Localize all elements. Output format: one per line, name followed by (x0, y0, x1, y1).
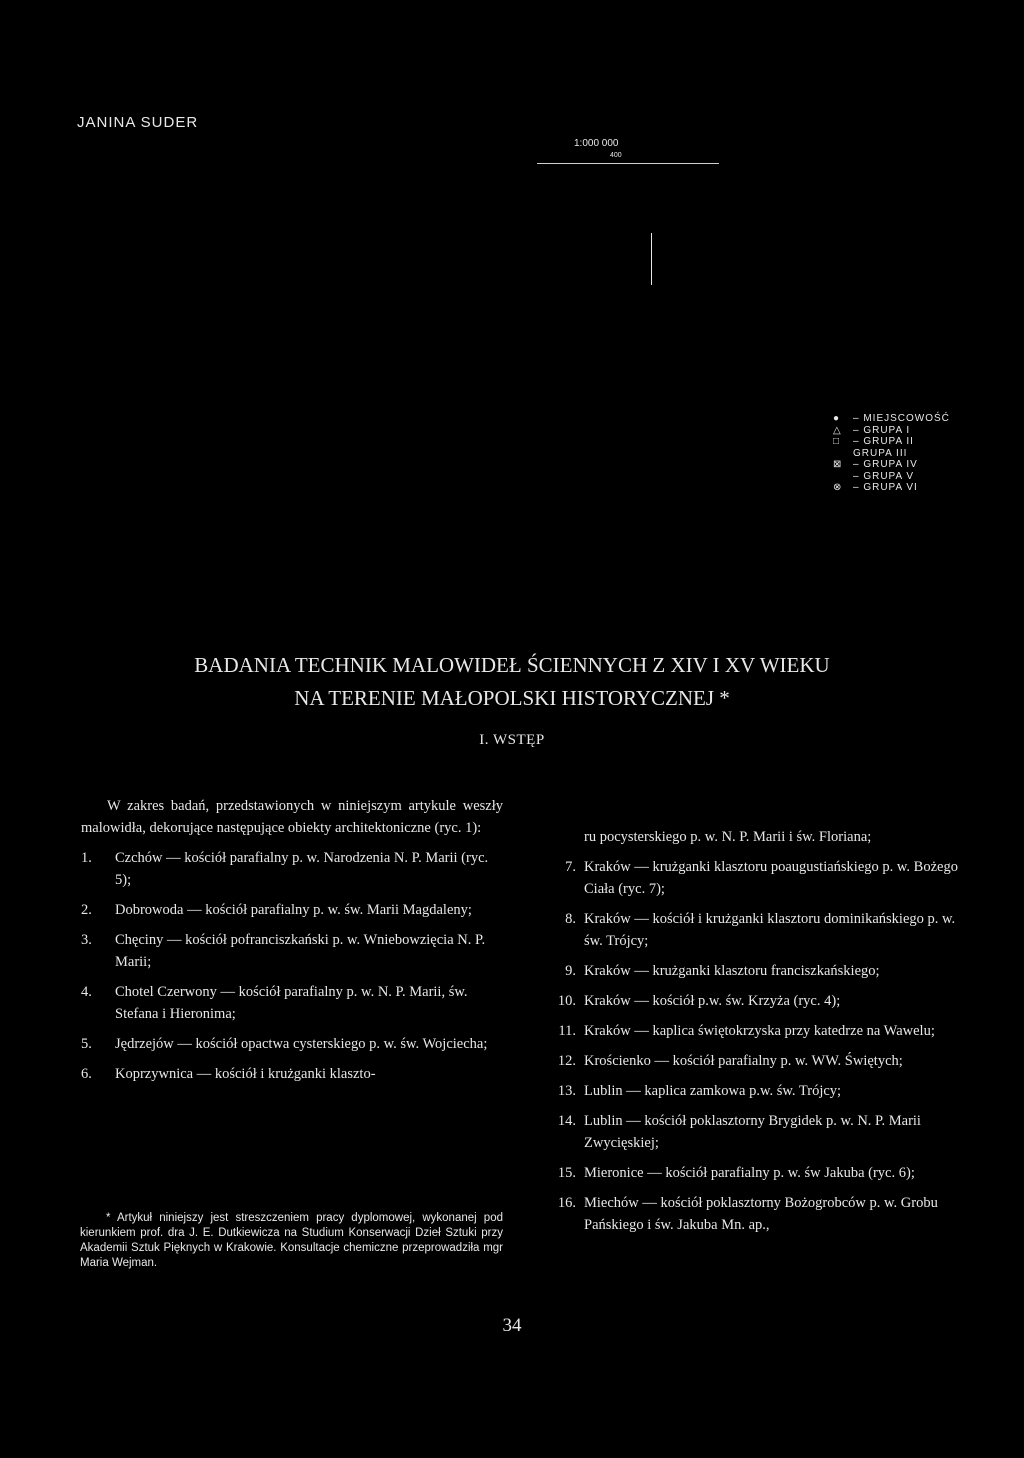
item-number: 2. (81, 902, 92, 918)
list-item (81, 1063, 503, 1085)
list-item (546, 908, 974, 952)
item-text: Jędrzejów — kościół opactwa cysterskiego p. w. św. Wojciecha; (115, 1036, 488, 1052)
list-item (81, 929, 503, 973)
list-item (546, 1050, 974, 1072)
list-item (546, 960, 974, 982)
item-number: 16. (557, 1195, 576, 1211)
item-number: 8. (565, 911, 576, 927)
item-text: Kraków — kaplica świętokrzyska przy katedrze na Wawelu; (584, 1023, 935, 1039)
item-text: Chotel Czerwony — kościół parafialny p. w. N. P. Marii, św. Stefana i Hieronima; (115, 984, 468, 1022)
legend-symbol-icon: △ (833, 424, 842, 436)
item-text: Mieronice — kościół parafialny p. w. św Jakuba (ryc. 6); (584, 1165, 915, 1181)
left-column (81, 795, 503, 1093)
item-text: Kraków — krużganki klasztoru poaugustiańskiego p. w. Bożego Ciała (ryc. 7); (584, 859, 958, 897)
item-text: Kraków — krużganki klasztoru franciszkańskiego; (584, 963, 880, 979)
map-legend (833, 413, 950, 494)
list-item (81, 981, 503, 1025)
right-column (546, 826, 974, 1244)
intro-paragraph: W zakres badań, przedstawionych w niniejszym artykule weszły malowidła, dekorujące następujące obiekty architektoniczne (ryc. 1): (81, 798, 503, 836)
legend-symbol-icon: ⊠ (833, 459, 843, 470)
legend-label: – GRUPA I (853, 424, 911, 436)
list-item (546, 1110, 974, 1154)
list-item (546, 856, 974, 900)
legend-symbol-icon: □ (833, 436, 841, 447)
legend-row (833, 413, 950, 425)
legend-symbol-icon: ⊗ (833, 482, 843, 493)
author-name: JANINA SUDER (77, 114, 199, 131)
map-scale-sublabel: 400 (610, 152, 622, 159)
legend-label: – GRUPA II (853, 436, 914, 447)
legend-symbol-icon: ● (833, 413, 841, 424)
legend-symbol-icon (833, 448, 853, 460)
article-title-line-1: BADANIA TECHNIK MALOWIDEŁ ŚCIENNYCH Z XIV I XV WIEKU (194, 653, 830, 677)
legend-row (833, 471, 950, 483)
map-line (651, 233, 652, 285)
item-number: 15. (557, 1165, 576, 1181)
item-number: 14. (557, 1113, 576, 1129)
item-number: 4. (81, 984, 92, 1000)
list-item (81, 899, 503, 921)
list-item-continuation: ru pocysterskiego p. w. N. P. Marii i św. Floriana; (584, 829, 872, 845)
item-text: Lublin — kaplica zamkowa p.w. św. Trójcy; (584, 1083, 842, 1099)
list-item (546, 1192, 974, 1236)
legend-label: – MIEJSCOWOŚĆ (853, 413, 950, 424)
legend-label: – GRUPA V (853, 470, 915, 482)
list-item (546, 1020, 974, 1042)
item-number: 1. (81, 850, 92, 866)
item-number: 10. (557, 993, 576, 1009)
legend-symbol-icon (833, 471, 853, 483)
item-number: 9. (565, 963, 576, 979)
map-scale-label: 1:000 000 (574, 138, 619, 149)
item-text: Kraków — kościół p.w. św. Krzyża (ryc. 4); (584, 993, 841, 1009)
section-heading: I. WSTĘP (479, 732, 545, 748)
item-text: Kraków — kościół i krużganki klasztoru dominikańskiego p. w. św. Trójcy; (584, 911, 956, 949)
item-text: Chęciny — kościół pofranciszkański p. w. Wniebowzięcia N. P. Marii; (115, 932, 486, 970)
legend-row (833, 459, 950, 471)
list-item (81, 1033, 503, 1055)
legend-label: – GRUPA VI (853, 482, 918, 493)
item-text: Lublin — kościół poklasztorny Brygidek p. w. N. P. Marii Zwycięskiej; (584, 1113, 921, 1151)
list-item (546, 1080, 974, 1102)
item-number: 12. (557, 1053, 576, 1069)
item-number: 6. (81, 1066, 92, 1082)
legend-row (833, 436, 950, 448)
legend-row (833, 425, 950, 437)
item-number: 7. (565, 859, 576, 875)
item-number: 13. (557, 1083, 576, 1099)
legend-label: – GRUPA IV (853, 459, 918, 470)
item-number: 11. (558, 1023, 576, 1039)
item-text: Dobrowoda — kościół parafialny p. w. św. Marii Magdaleny; (115, 902, 472, 918)
item-text: Koprzywnica — kościół i krużganki klaszto- (115, 1066, 376, 1082)
page-number: 34 (502, 1315, 522, 1336)
item-number: 3. (81, 932, 92, 948)
map-scale-bar (537, 163, 719, 164)
item-text: Miechów — kościół poklasztorny Bożogrobców p. w. Grobu Pańskiego i św. Jakuba Mn. ap., (584, 1195, 938, 1233)
legend-label: GRUPA III (853, 447, 908, 459)
list-item (81, 847, 503, 891)
legend-row (833, 482, 950, 494)
item-text: Krościenko — kościół parafialny p. w. WW. Świętych; (584, 1053, 903, 1069)
item-text: Czchów — kościół parafialny p. w. Narodzenia N. P. Marii (ryc. 5); (115, 850, 489, 888)
list-item (546, 1162, 974, 1184)
list-item (546, 990, 974, 1012)
item-number: 5. (81, 1036, 92, 1052)
legend-row (833, 448, 950, 460)
footnote: * Artykuł niniejszy jest streszczeniem pracy dyplomowej, wykonanej pod kierunkiem prof. dra J. E. Dutkiewicza na Studium Konserwacji Dzieł Sztuki przy Akademii Sztuk Pięknych w Krakowie. Konsultacje chemiczne przeprowadziła mgr Maria Wejman. (80, 1212, 503, 1269)
article-title-line-2: NA TERENIE MAŁOPOLSKI HISTORYCZNEJ * (294, 686, 730, 710)
